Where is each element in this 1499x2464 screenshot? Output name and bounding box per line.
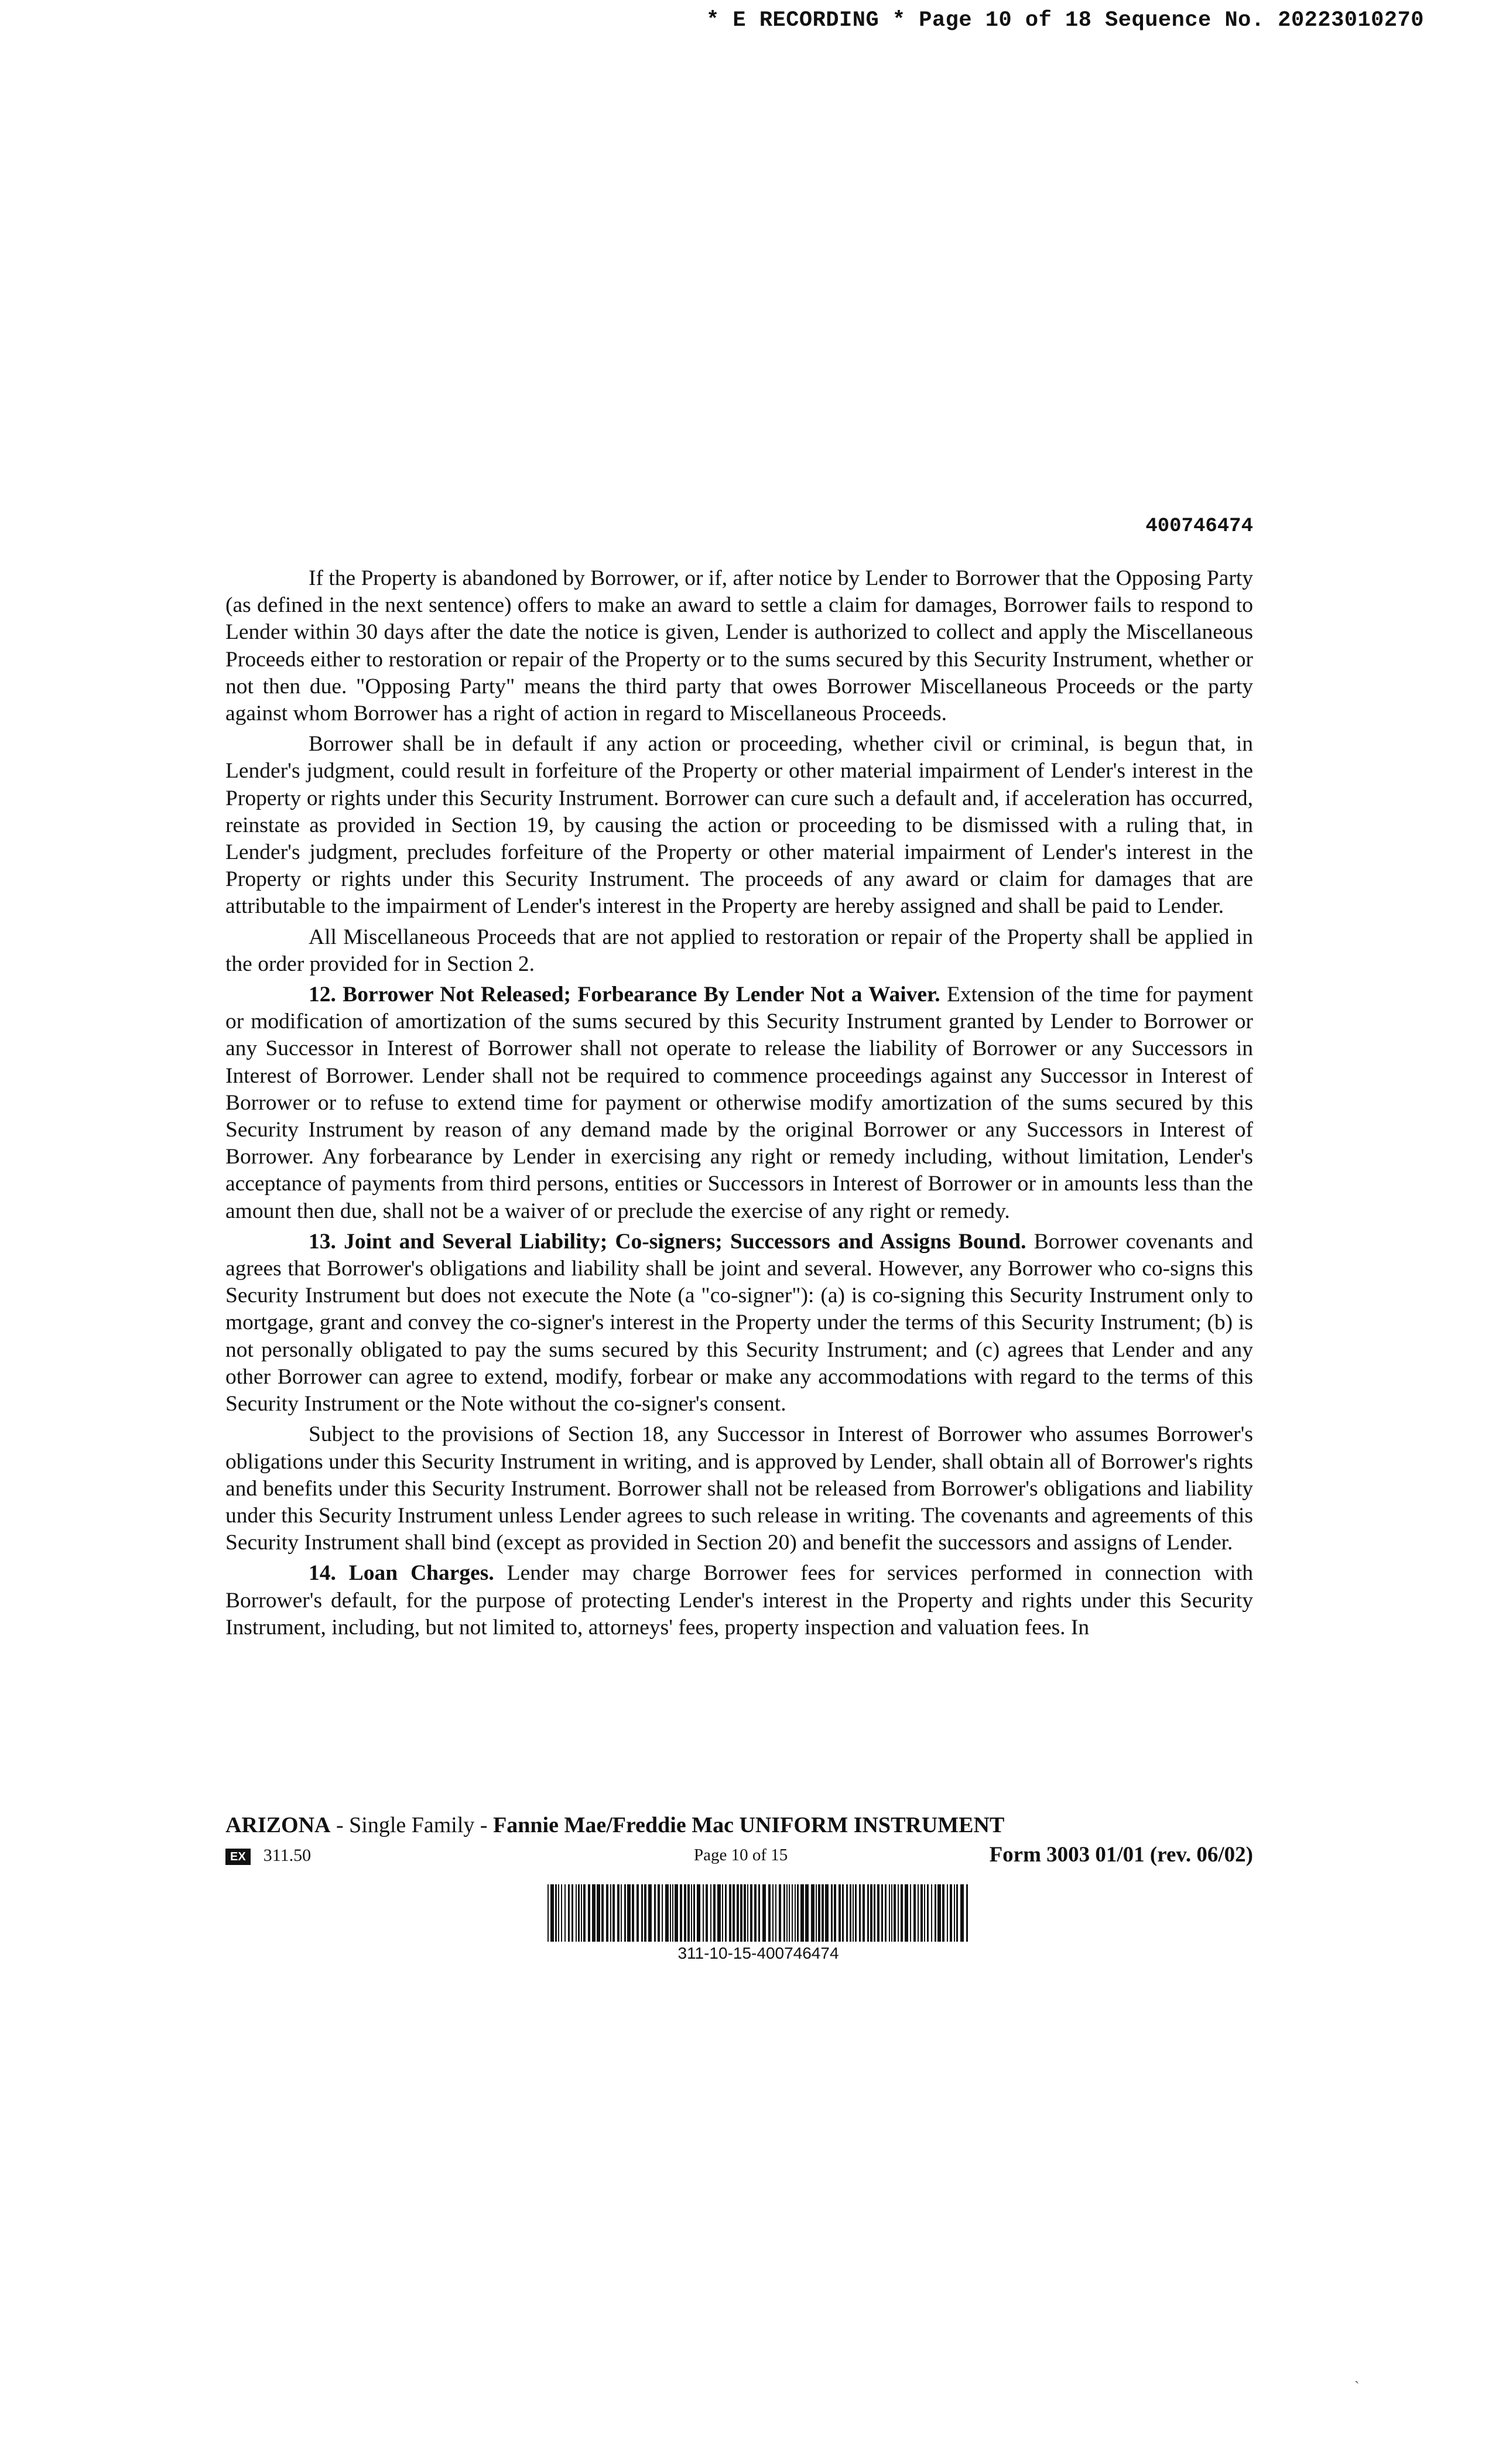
barcode-bar	[779, 1884, 781, 1942]
paragraph-text: Borrower covenants and agrees that Borrower's obligations and liability shall be joint and several. However, any Borrower who co-signs this Security Instrument but does not execute the Note (a "co-signer"): (a) is co-signing this Security Instrument only to mortgage, grant and convey the co-signer's interest in the Property under the terms of this Security Instrument; (b) is not personally obligated to pay the sums secured by this Security Instrument; and (c) agrees that Lender and any other Borrower can agree to extend, modify, forbear or make any accommodations with regard to the terms of this Security Instrument or the Note without the co-signer's consent.	[225, 1229, 1254, 1416]
document-body	[225, 565, 1253, 1641]
barcode-bar	[744, 1884, 746, 1942]
barcode-bar	[624, 1884, 626, 1942]
barcode-bar	[954, 1884, 955, 1942]
section-12-heading: 12. Borrower Not Released; Forbearance By Lender Not a Waiver.	[309, 983, 940, 1007]
barcode-bar	[839, 1884, 841, 1942]
section-14-heading: 14. Loan Charges.	[309, 1561, 494, 1586]
barcode-bar	[816, 1884, 817, 1942]
barcode-bar	[935, 1884, 936, 1942]
barcode-bar	[621, 1884, 622, 1942]
barcode-bar	[641, 1884, 643, 1942]
section-13-heading: 13. Joint and Several Liability; Co-signers; Successors and Assigns Bound.	[309, 1229, 1026, 1254]
barcode-bar	[850, 1884, 851, 1942]
barcode-bar	[547, 1884, 549, 1942]
footer-page-label: Page 10 of 15	[694, 1846, 788, 1864]
barcode-bar	[947, 1884, 948, 1942]
barcode-bar	[691, 1884, 692, 1942]
barcode-bar	[576, 1884, 577, 1942]
barcode-bar	[905, 1884, 908, 1942]
barcode-bar	[606, 1884, 608, 1942]
barcode-bar	[800, 1884, 804, 1942]
barcode-bar	[891, 1884, 892, 1942]
barcode-bar	[725, 1884, 727, 1942]
paragraph-text: If the Property is abandoned by Borrower, or if, after notice by Lender to Borrower that the Opposing Party (as defined in the next sentence) offers to make an award to settle a claim for damages, Borrower fails to respond to Lender within 30 days after the date the notice is given, Lender is authorized to collect and apply the Miscellaneous Proceeds either to restoration or repair of the Property or to the sums secured by this Security Instrument, whether or not then due. "Opposing Party" means the third party that owes Borrower Miscellaneous Proceeds or the party against whom Borrower has a right of action in regard to Miscellaneous Proceeds.	[225, 566, 1253, 726]
barcode-bar	[737, 1884, 739, 1942]
barcode-bar	[822, 1884, 824, 1942]
footer-form-code: 311.50	[263, 1846, 312, 1865]
barcode-bar	[894, 1884, 896, 1942]
footer-separator: - Single Family -	[330, 1813, 494, 1837]
barcode-bar	[754, 1884, 757, 1942]
barcode-bar	[805, 1884, 809, 1942]
barcode-bar	[758, 1884, 760, 1942]
loan-number: 400746474	[1145, 515, 1253, 538]
barcode-bar	[680, 1884, 682, 1942]
barcode-bar	[768, 1884, 771, 1942]
barcode-bar	[578, 1884, 580, 1942]
stray-mark: ˏ	[1354, 2367, 1360, 2384]
barcode-bar	[571, 1884, 573, 1942]
barcode-bar	[783, 1884, 785, 1942]
barcode-bar	[717, 1884, 721, 1942]
barcode-bar	[924, 1884, 925, 1942]
barcode-bar	[644, 1884, 646, 1942]
barcode-bar	[564, 1884, 566, 1942]
barcode	[547, 1884, 969, 1963]
barcode-bar	[931, 1884, 932, 1942]
footer-instrument: Fannie Mae/Freddie Mac UNIFORM INSTRUMENT	[493, 1813, 1005, 1837]
barcode-bar	[670, 1884, 671, 1942]
footer-form-code-group	[225, 1846, 311, 1866]
barcode-bar	[592, 1884, 596, 1942]
barcode-bar	[747, 1884, 748, 1942]
barcode-bar	[710, 1884, 711, 1942]
barcode-bar	[797, 1884, 799, 1942]
barcode-bar	[617, 1884, 620, 1942]
barcode-bar	[920, 1884, 923, 1942]
barcode-bar	[601, 1884, 604, 1942]
barcode-bar	[687, 1884, 690, 1942]
paragraph-misc-proceeds	[225, 924, 1253, 978]
barcode-bar	[750, 1884, 752, 1942]
paragraph-text: All Miscellaneous Proceeds that are not applied to restoration or repair of the Property shall be applied in the order provided for in Section 2.	[225, 925, 1253, 976]
barcode-bar	[898, 1884, 899, 1942]
barcode-bar	[706, 1884, 708, 1942]
barcode-bar	[811, 1884, 814, 1942]
paragraph-text: Extension of the time for payment or modification of amortization of the sums secured by this Security Instrument granted by Lender to Borrower or any Successor in Interest of Borrower shall not operate to release the liability of Borrower or any Successors in Interest of Borrower. Lender shall not be required to commence proceedings against any Successor in Interest of Borrower or to refuse to extend time for payment or otherwise modify amortization of the sums secured by this Security Instrument by reason of any demand made by the original Borrower or any Successors in Interest of Borrower. Any forbearance by Lender in exercising any right or remedy including, without limitation, Lender's acceptance of payments from third persons, entities or Successors in Interest of Borrower or in amounts less than the amount then due, shall not be a waiver of or preclude the exercise of any right or remedy.	[225, 983, 1253, 1223]
barcode-bar	[713, 1884, 716, 1942]
barcode-bar	[568, 1884, 570, 1942]
barcode-bar	[960, 1884, 964, 1942]
paragraph-default	[225, 731, 1253, 920]
barcode-bar	[775, 1884, 776, 1942]
barcode-text: 311-10-15-400746474	[677, 1944, 839, 1962]
barcode-bar	[859, 1884, 861, 1942]
barcode-bar	[597, 1884, 600, 1942]
barcode-bar	[632, 1884, 634, 1942]
recording-header: * E RECORDING * Page 10 of 18 Sequence No. 20223010270	[706, 8, 1424, 33]
ex-logo-icon: EX	[225, 1849, 251, 1865]
barcode-bar	[834, 1884, 836, 1942]
paragraph-text: Borrower shall be in default if any action or proceeding, whether civil or criminal, is begun that, in Lender's judgment, could result in forfeiture of the Property or other material impairment of Lender's interest in the Property or rights under this Security Instrument. Borrower can cure such a default and, if acceleration has occurred, reinstate as provided in Section 19, by causing the action or proceeding to be dismissed with a ruling that, in Lender's judgment, precludes forfeiture of the Property or other material impairment of Lender's interest in the Property or rights under this Security Instrument. The proceeds of any award or claim for damages that are attributable to the impairment of Lender's interest in the Property are hereby assigned and shall be paid to Lender.	[225, 732, 1253, 919]
paragraph-successors	[225, 1421, 1253, 1556]
barcode-bar	[665, 1884, 669, 1942]
barcode-bar	[762, 1884, 766, 1942]
barcode-bar	[558, 1884, 559, 1942]
barcode-bar	[583, 1884, 586, 1942]
barcode-bar	[627, 1884, 631, 1942]
barcode-bar	[588, 1884, 590, 1942]
barcode-bar	[672, 1884, 673, 1942]
barcode-bar	[846, 1884, 848, 1942]
barcode-bar	[795, 1884, 796, 1942]
barcode-bar	[842, 1884, 844, 1942]
barcode-bar	[853, 1884, 854, 1942]
barcode-bar	[693, 1884, 695, 1942]
barcode-bar	[648, 1884, 652, 1942]
barcode-bar	[863, 1884, 865, 1942]
footer-state: ARIZONA	[225, 1813, 331, 1837]
barcode-bar	[561, 1884, 562, 1942]
paragraph-abandoned-property	[225, 565, 1253, 727]
barcode-bar	[729, 1884, 731, 1942]
barcode-bar	[581, 1884, 582, 1942]
barcode-bar	[786, 1884, 788, 1942]
barcode-bar	[913, 1884, 916, 1942]
barcode-bar	[658, 1884, 660, 1942]
barcode-bar	[555, 1884, 557, 1942]
barcode-bar	[855, 1884, 857, 1942]
barcode-icon	[547, 1884, 969, 1942]
barcode-bar	[885, 1884, 887, 1942]
barcode-bar	[831, 1884, 833, 1942]
barcode-bar	[918, 1884, 919, 1942]
barcode-bar	[927, 1884, 929, 1942]
barcode-bar	[792, 1884, 793, 1942]
barcode-bar	[772, 1884, 774, 1942]
barcode-bar	[901, 1884, 903, 1942]
barcode-bar	[818, 1884, 820, 1942]
barcode-bar	[662, 1884, 663, 1942]
barcode-bar	[870, 1884, 872, 1942]
footer-form-number: Form 3003 01/01 (rev. 06/02)	[989, 1843, 1253, 1867]
barcode-bar	[937, 1884, 941, 1942]
barcode-bar	[733, 1884, 735, 1942]
barcode-bar	[825, 1884, 829, 1942]
section-14	[225, 1560, 1253, 1641]
barcode-bar	[703, 1884, 704, 1942]
barcode-bar	[722, 1884, 723, 1942]
section-12	[225, 981, 1253, 1225]
barcode-bar	[956, 1884, 958, 1942]
barcode-bar	[789, 1884, 790, 1942]
barcode-bar	[874, 1884, 875, 1942]
barcode-bar	[740, 1884, 742, 1942]
barcode-bar	[881, 1884, 883, 1942]
barcode-bar	[877, 1884, 879, 1942]
paragraph-text: Subject to the provisions of Section 18, any Successor in Interest of Borrower who assumes Borrower's obligations under this Security Instrument in writing, and is approved by Lender, shall obtain all of Borrower's rights and benefits under this Security Instrument. Borrower shall not be released from Borrower's obligations and liability under this Security Instrument unless Lender agrees to such release in writing. The covenants and agreements of this Security Instrument shall bind (except as provided in Section 20) and benefit the successors and assigns of Lender.	[225, 1422, 1253, 1555]
barcode-bar	[697, 1884, 700, 1942]
barcode-bar	[867, 1884, 869, 1942]
barcode-bar	[654, 1884, 656, 1942]
barcode-bar	[612, 1884, 615, 1942]
section-13	[225, 1228, 1253, 1418]
barcode-bar	[684, 1884, 686, 1942]
barcode-bar	[889, 1884, 890, 1942]
barcode-bar	[966, 1884, 968, 1942]
footer-row	[225, 1842, 1253, 1868]
barcode-bar	[610, 1884, 611, 1942]
barcode-bar	[550, 1884, 554, 1942]
paragraph-text: Lender may charge Borrower fees for services performed in connection with Borrower's default, for the purpose of protecting Lender's interest in the Property and rights under this Security Instrument, including, but not limited to, attorneys' fees, property inspection and valuation fees. In	[225, 1561, 1254, 1640]
barcode-bar	[942, 1884, 944, 1942]
footer-title	[225, 1812, 1004, 1838]
barcode-bar	[950, 1884, 952, 1942]
barcode-bar	[910, 1884, 911, 1942]
barcode-bar	[636, 1884, 639, 1942]
barcode-bar	[675, 1884, 678, 1942]
